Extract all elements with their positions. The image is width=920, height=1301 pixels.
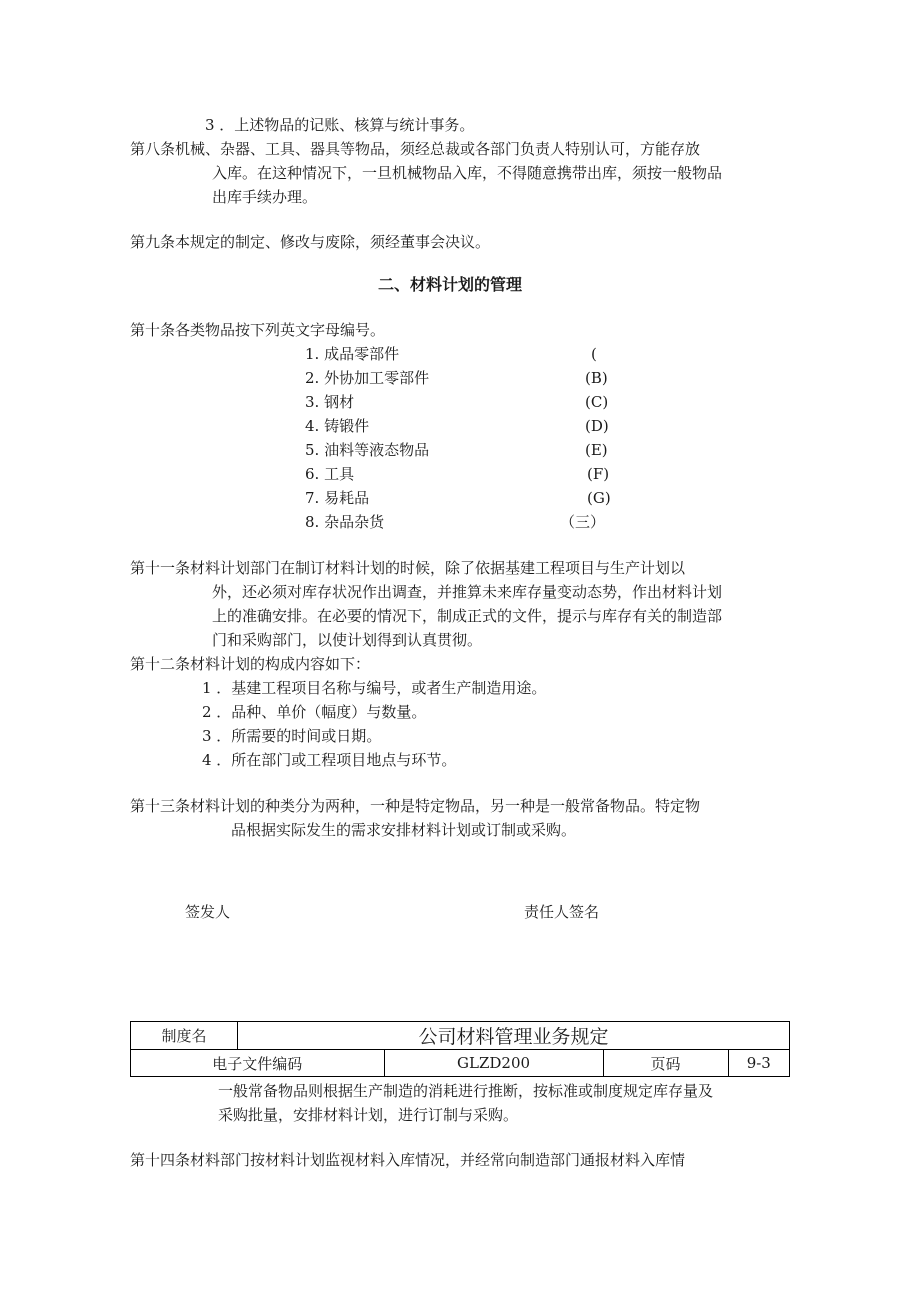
issuer-signature-label: 签发人 [185,903,231,921]
article-8-line-1: 第八条机械、杂器、工具、器具等物品，须经总裁或各部门负责人特别认可，方能存放 [130,140,701,158]
article-14-text: 第十四条材料部门按材料计划监视材料入库情况，并经常向制造部门通报材料入库情 [130,1151,686,1169]
item-3-text: 3 ．上述物品的记账、核算与统计事务。 [205,116,475,134]
category-item-code: (B) [585,369,608,387]
category-item-name: 5. 油料等液态物品 [305,441,430,459]
article-8-line-3: 出库手续办理。 [212,188,318,206]
article-8-line-2: 入库。在这种情况下，一旦机械物品入库，不得随意携带出库，须按一般物品 [212,164,723,182]
article-9-text: 第九条本规定的制定、修改与废除，须经董事会决议。 [130,233,491,251]
page-number-label: 页码 [603,1050,728,1077]
article-11-line-3: 上的准确安排。在必要的情况下，制成正式的文件，提示与库存有关的制造部 [212,607,723,625]
category-item-code: ( [591,345,597,363]
article-12-intro: 第十二条材料计划的构成内容如下： [130,655,371,673]
page-number-value: 9-3 [728,1050,789,1077]
article-13-line-1: 第十三条材料计划的种类分为两种，一种是特定物品，另一种是一般常备物品。特定物 [130,797,701,815]
category-item-name: 6. 工具 [305,465,355,483]
category-item-name: 4. 铸锻件 [305,417,370,435]
category-item-name: 7. 易耗品 [305,489,370,507]
category-item-name: 1. 成品零部件 [305,345,400,363]
regulation-name-value: 公司材料管理业务规定 [238,1022,790,1050]
document-info-table [130,1021,790,1077]
category-item-code: (G) [587,489,611,507]
category-item-code: (C) [585,393,609,411]
section-title: 二、材料计划的管理 [378,275,523,294]
responsible-signature-label: 责任人签名 [524,903,600,921]
file-code-value: GLZD200 [384,1050,603,1077]
content-list-item: 2 ．品种、单价（幅度）与数量。 [202,703,427,721]
category-item-name: 8. 杂品杂货 [305,513,385,531]
content-list-item: 1 ．基建工程项目名称与编号，或者生产制造用途。 [202,679,547,697]
continued-line-2: 采购批量，安排材料计划，进行订制与采购。 [218,1106,519,1124]
continued-line-1: 一般常备物品则根据生产制造的消耗进行推断，按标准或制度规定库存量及 [218,1082,714,1100]
article-11-line-1: 第十一条材料计划部门在制订材料计划的时候，除了依据基建工程项目与生产计划以 [130,559,686,577]
category-item-name: 3. 钢材 [305,393,355,411]
category-item-name: 2. 外协加工零部件 [305,369,430,387]
category-item-code: (D) [585,417,609,435]
article-13-line-2: 品根据实际发生的需求安排材料计划或订制或采购。 [231,821,577,839]
article-11-line-4: 门和采购部门，以使计划得到认真贯彻。 [212,631,483,649]
content-list-item: 4 ．所在部门或工程项目地点与环节。 [202,751,457,769]
article-10-intro: 第十条各类物品按下列英文字母编号。 [130,321,386,339]
regulation-name-label: 制度名 [131,1022,238,1050]
category-item-code: （三） [560,513,606,531]
article-11-line-2: 外，还必须对库存状况作出调查，并推算未来库存量变动态势，作出材料计划 [212,583,723,601]
category-item-code: (F) [587,465,610,483]
category-item-code: (E) [585,441,608,459]
file-code-label: 电子文件编码 [131,1050,385,1077]
content-list-item: 3 ．所需要的时间或日期。 [202,727,382,745]
